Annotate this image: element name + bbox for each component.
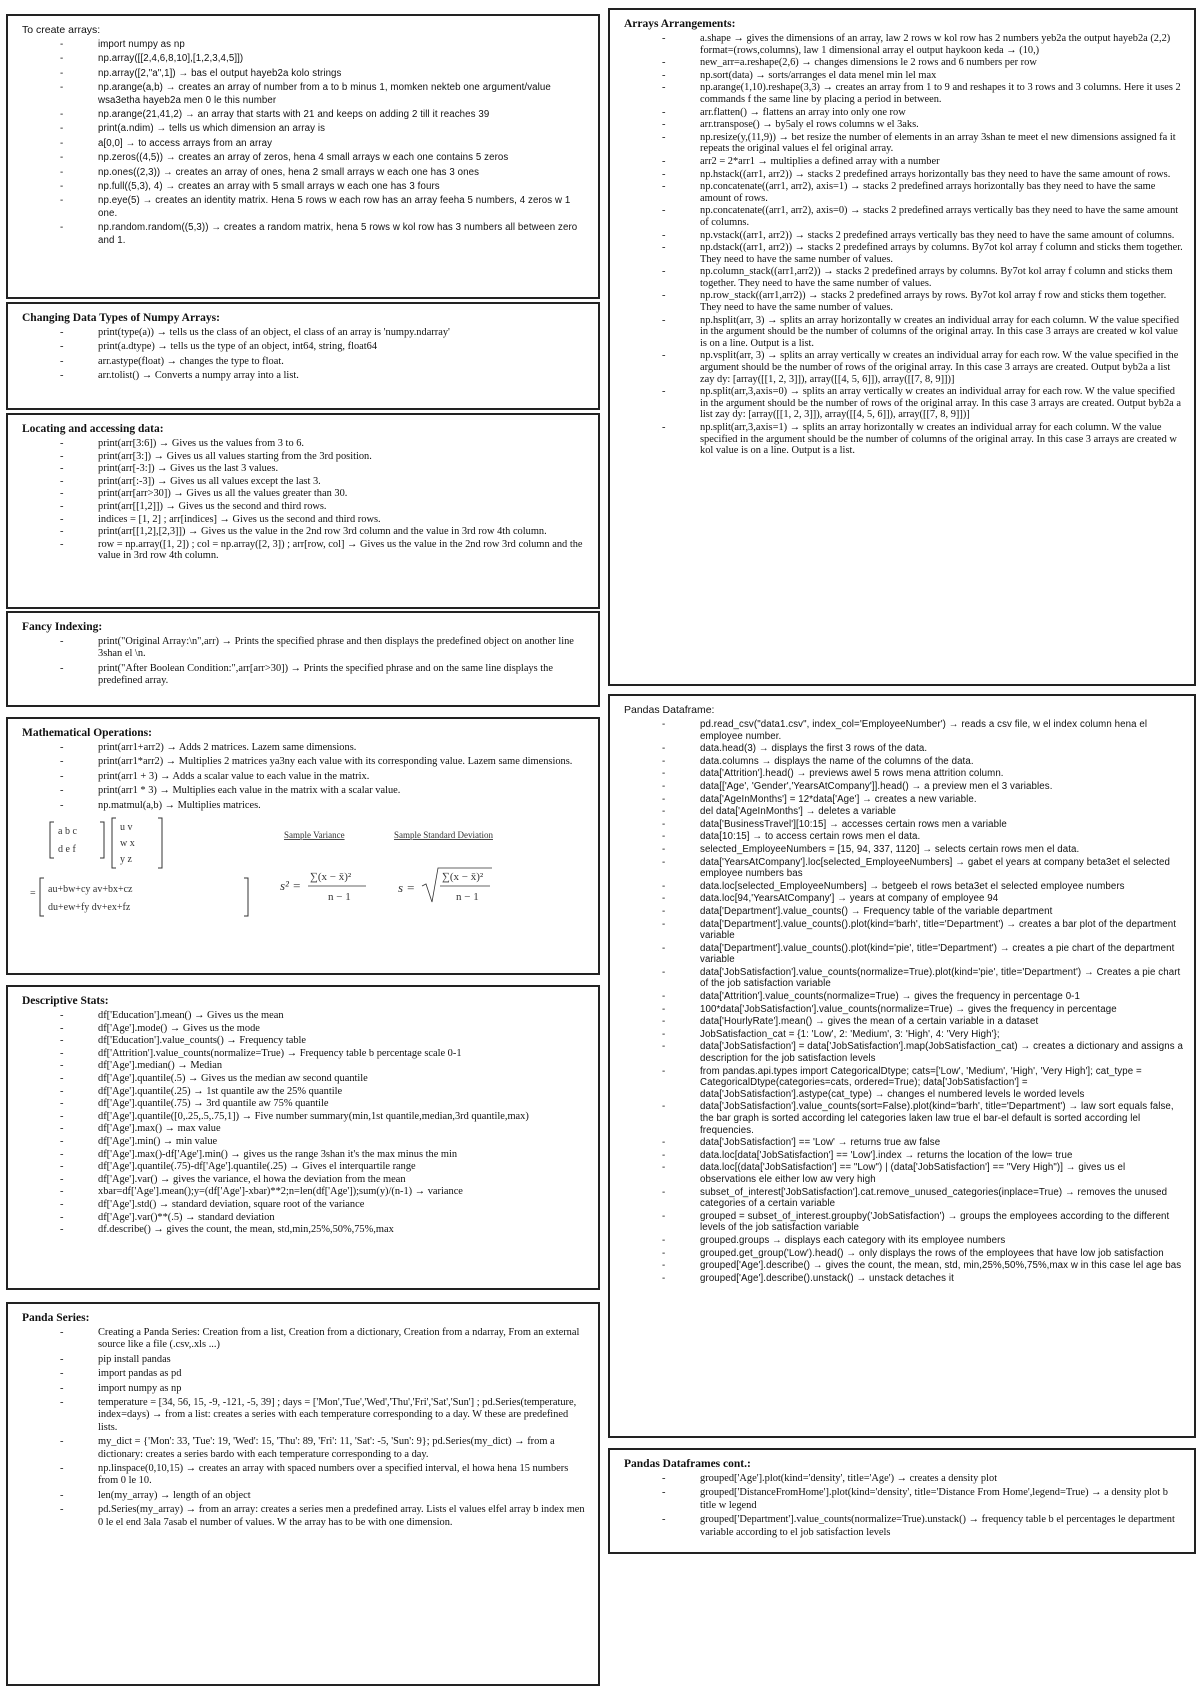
svg-text:au+bw+cy av+bx+cz: au+bw+cy av+bx+cz	[48, 884, 133, 896]
list-item: - selected_EmployeeNumbers = [15, 94, 337, 1120] → selects certain rows men el data.	[624, 844, 1184, 856]
list-item: - df['Age'].quantile(.75) → 3rd quantile aw 75% quantile	[22, 1098, 588, 1110]
list-item: - print(arr[arr>30]) → Gives us all the values greater than 30.	[22, 488, 588, 500]
list-item: - df['Age'].std() → standard deviation, square root of the variance	[22, 1199, 588, 1211]
list-item: - Creating a Panda Series: Creation from a list, Creation from a dictionary, Creation from a ndarray, From an external source like a file (.csv,.xls ...)	[22, 1327, 588, 1352]
list-item: - del data['AgeInMonths'] → deletes a variable	[624, 806, 1184, 818]
list-item: - a.shape → gives the dimensions of an array, law 2 rows w kol row has 2 numbers yeb2a the output hayeb2a (2,2) format=(rows,columns), law 1 dimensional array el output haykoon keda → (10,)	[624, 33, 1184, 56]
list-item: - df.describe() → gives the count, the mean, std,min,25%,50%,75%,max	[22, 1224, 588, 1236]
item-list	[624, 719, 1184, 1284]
list-item: - print(arr1 * 3) → Multiplies each value in the matrix with a scalar value.	[22, 785, 588, 797]
sample-stddev-formula	[394, 830, 493, 903]
list-item: - df['Age'].var() → gives the variance, el howa the deviation from the mean	[22, 1174, 588, 1186]
list-item: - np.array([[2,4,6,8,10],[1,2,3,4,5]])	[22, 53, 588, 65]
changing-types-section	[6, 302, 600, 410]
list-item: - grouped['DistanceFromHome'].plot(kind='density', title='Distance From Home',legend=True) → a density plot b title w legend	[624, 1487, 1184, 1512]
list-item: - data['JobSatisfaction'].value_counts(sort=False).plot(kind='barh', title='Department') → law sort equals false, the bar graph is sorted according lel categories laken law true el bar-el default is sorted according lel frequencies.	[624, 1101, 1184, 1136]
create-arrays-section	[6, 14, 600, 299]
list-item: - df['Education'].mean() → Gives us the mean	[22, 1010, 588, 1022]
svg-text:d e f: d e f	[58, 844, 76, 856]
list-item: - data['Department'].value_counts().plot(kind='barh', title='Department') → creates a bar plot of the department variable	[624, 919, 1184, 942]
list-item: - np.split(arr,3,axis=1) → splits an array horizontally w creates an individual array for each column. W the value specified in the argument should be the number of columns of the original array. In this case 3 arrays are created w kol value is on a line. Output is a list.	[624, 422, 1184, 457]
list-item: - df['Age'].mode() → Gives us the mode	[22, 1023, 588, 1035]
svg-text:y z: y z	[120, 854, 132, 866]
list-item: - np.ones((2,3)) → creates an array of ones, hena 2 small arrays w each one has 3 ones	[22, 167, 588, 179]
list-item: - print("After Boolean Condition:",arr[arr>30]) → Prints the specified phrase and on the same line displays the predefined array.	[22, 663, 588, 688]
pandas-dataframes-cont-section	[608, 1448, 1196, 1554]
list-item: - data.head(3) → displays the first 3 rows of the data.	[624, 743, 1184, 755]
svg-text:s =: s =	[398, 880, 416, 896]
list-item: - import numpy as np	[22, 1383, 588, 1395]
descriptive-stats-section	[6, 985, 600, 1290]
list-item: - df['Age'].median() → Median	[22, 1060, 588, 1072]
list-item: - np.dstack((arr1, arr2)) → stacks 2 predefined arrays by columns. By7ot kol array f column and sticks them together. They need to have the same number of values.	[624, 242, 1184, 265]
list-item: - np.resize(y,(11,9)) → bet resize the number of elements in an array 3shan te meet el new dimensions assigned fa it repeats the original values el fel original array.	[624, 132, 1184, 155]
list-item: - data['JobSatisfaction'].value_counts(normalize=True).plot(kind='pie', title='Department') → Creates a pie chart of the job satisfaction variable	[624, 967, 1184, 990]
svg-text:n − 1: n − 1	[328, 891, 351, 904]
math-operations-section	[6, 717, 600, 975]
list-item: - a[0,0] → to access arrays from an array	[22, 138, 588, 150]
svg-text:∑(x − x̄)²: ∑(x − x̄)²	[442, 871, 484, 884]
item-list	[22, 39, 588, 247]
list-item: - grouped['Age'].describe().unstack() → unstack detaches it	[624, 1273, 1184, 1285]
list-item: - np.full((5,3), 4) → creates an array with 5 small arrays w each one has 3 fours	[22, 181, 588, 193]
item-list	[22, 636, 588, 688]
item-list	[22, 327, 588, 383]
section-title: Locating and accessing data:	[22, 423, 164, 435]
list-item: - data[['Age', 'Gender','YearsAtCompany']].head() → a preview men el 3 variables.	[624, 781, 1184, 793]
list-item: - data['Department'].value_counts() → Frequency table of the variable department	[624, 906, 1184, 918]
list-item: - data['Attrition'].head() → previews awel 5 rows mena attrition column.	[624, 768, 1184, 780]
pandas-dataframe-section	[608, 694, 1196, 1438]
list-item: - subset_of_interest['JobSatisfaction'].cat.remove_unused_categories(inplace=True) → removes the unused categories of a certain variable	[624, 1187, 1184, 1210]
list-item: - xbar=df['Age'].mean();y=(df['Age']-xbar)**2;n=len(df['Age']);sum(y)/(n-1) → variance	[22, 1186, 588, 1198]
list-item: - pd.Series(my_array) → from an array: creates a series men a predefined array. Lists el values elfel array b index men 0 le el end 3ala 7asab el number of values. W the array has to be with one dimension.	[22, 1504, 588, 1529]
list-item: - grouped = subset_of_interest.groupby('JobSatisfaction') → groups the employees according to the different levels of the job satisfaction variable	[624, 1211, 1184, 1234]
list-item: - np.hsplit(arr, 3) → splits an array horizontally w creates an individual array for each column. W the value specified in the argument should be the number of columns of the original array. In this case 3 arrays are created w kol value is on a line. Output is a list.	[624, 315, 1184, 350]
list-item: - pd.read_csv("data1.csv", index_col='EmployeeNumber') → reads a csv file, w el index column hena el employee number.	[624, 719, 1184, 742]
list-item: - data.loc[(data['JobSatisfaction'] == "Low") | (data['JobSatisfaction'] == "Very High")] → gives us el observations ele either low aw very high	[624, 1162, 1184, 1185]
list-item: - grouped['Age'].describe() → gives the count, the mean, std, min,25%,50%,75%,max w in this case lel age bas	[624, 1260, 1184, 1272]
list-item: - print(arr1*arr2) → Multiplies 2 matrices ya3ny each value with its corresponding value. Lazem same dimensions.	[22, 756, 588, 768]
list-item: - grouped.get_group('Low').head() → only displays the rows of the employees that have low job satisfaction	[624, 1248, 1184, 1260]
list-item: - np.arange(21,41,2) → an array that starts with 21 and keeps on adding 2 till it reaches 39	[22, 109, 588, 121]
list-item: - data['AgeInMonths'] = 12*data['Age'] → creates a new variable.	[624, 794, 1184, 806]
list-item: - JobSatisfaction_cat = {1: 'Low', 2: 'Medium', 3: 'High', 4: 'Very High'};	[624, 1029, 1184, 1041]
svg-text:∑(x − x̄)²: ∑(x − x̄)²	[310, 871, 352, 884]
list-item: - 100*data['JobSatisfaction'].value_counts(normalize=True) → gives the frequency in percentage	[624, 1004, 1184, 1016]
list-item: - np.vsplit(arr, 3) → splits an array vertically w creates an individual array for each row. W the value specified in the argument should be the number of rows of the original array. In this case 3 arrays are created. Output byb2a a list zay dy: [array([[1, 2, 3]]), array([[4, 5, 6]]), array([[7, 8, 9]])]	[624, 350, 1184, 385]
formula-figure	[22, 816, 592, 924]
section-title: Arrays Arrangements:	[624, 18, 736, 30]
list-item: - data['Attrition'].value_counts(normalize=True) → gives the frequency in percentage 0-1	[624, 991, 1184, 1003]
section-title: Descriptive Stats:	[22, 995, 109, 1007]
item-list	[22, 1327, 588, 1529]
svg-text:s² =: s² =	[280, 878, 301, 894]
list-item: - arr.transpose() → by5aly el rows columns w el 3aks.	[624, 119, 1184, 131]
list-item: - print(arr[[1,2]]) → Gives us the second and third rows.	[22, 501, 588, 513]
section-title: Pandas Dataframes cont.:	[624, 1458, 751, 1470]
section-title: Pandas Dataframe:	[624, 704, 715, 716]
item-list	[22, 742, 588, 812]
formula-illustrations	[22, 816, 588, 922]
list-item: - print(arr[[1,2],[2,3]]) → Gives us the value in the 2nd row 3rd column and the value in 3rd row 4th column.	[22, 526, 588, 538]
list-item: - arr2 = 2*arr1 → multiplies a defined array with a number	[624, 156, 1184, 168]
item-list	[624, 1473, 1184, 1539]
list-item: - df['Age'].min() → min value	[22, 1136, 588, 1148]
list-item: - np.zeros((4,5)) → creates an array of zeros, hena 4 small arrays w each one contains 5 zeros	[22, 152, 588, 164]
stddev-label: Sample Standard Deviation	[394, 830, 493, 841]
list-item: - print(arr1+arr2) → Adds 2 matrices. Lazem same dimensions.	[22, 742, 588, 754]
list-item: - np.sort(data) → sorts/arranges el data menel min lel max	[624, 70, 1184, 82]
list-item: - data['Department'].value_counts().plot(kind='pie', title='Department') → creates a pie chart of the department variable	[624, 943, 1184, 966]
list-item: - pip install pandas	[22, 1354, 588, 1366]
svg-text:a b c: a b c	[58, 826, 77, 838]
list-item: - indices = [1, 2] ; arr[indices] → Gives us the second and third rows.	[22, 514, 588, 526]
list-item: - print(arr[:-3]) → Gives us all values except the last 3.	[22, 476, 588, 488]
locating-data-section	[6, 413, 600, 609]
section-title: Mathematical Operations:	[22, 727, 152, 739]
list-item: - np.eye(5) → creates an identity matrix. Hena 5 rows w each row has an array feeha 5 numbers, 4 zeros w 1 one.	[22, 195, 588, 220]
list-item: - print(arr[3:6]) → Gives us the values from 3 to 6.	[22, 438, 588, 450]
list-item: - print(arr1 + 3) → Adds a scalar value to each value in the matrix.	[22, 771, 588, 783]
list-item: - np.hstack((arr1, arr2)) → stacks 2 predefined arrays horizontally bas they need to have the same amount of rows.	[624, 169, 1184, 181]
svg-text:w x: w x	[120, 838, 135, 850]
list-item: - data['HourlyRate'].mean() → gives the mean of a certain variable in a dataset	[624, 1016, 1184, 1028]
sample-variance-formula	[280, 830, 366, 903]
list-item: - temperature = [34, 56, 15, -9, -121, -5, 39] ; days = ['Mon','Tue','Wed','Thu','Fri','Sat','Sun'] ; pd.Series(temperature, index=days) → from a list: creates a series with each temperature corresponding to a day. W these are predefined lists.	[22, 1397, 588, 1434]
list-item: - np.matmul(a,b) → Multiplies matrices.	[22, 800, 588, 812]
list-item: - import pandas as pd	[22, 1368, 588, 1380]
list-item: - print(type(a)) → tells us the class of an object, el class of an array is 'numpy.ndarray'	[22, 327, 588, 339]
fancy-indexing-section	[6, 611, 600, 707]
section-title: Panda Series:	[22, 1312, 90, 1324]
list-item: - np.arange(a,b) → creates an array of number from a to b minus 1, momken nekteb one argument/value wsa3etha hayeb2a men 0 le this number	[22, 82, 588, 107]
list-item: - from pandas.api.types import CategoricalDtype; cats=['Low', 'Medium', 'High', 'Very High']; cat_type = CategoricalDtype(categories=cats, ordered=True); data['JobSatisfaction'] = data['JobSatisfaction'].astype(cat_type) → changes el numbered levels le worded levels	[624, 1066, 1184, 1101]
list-item: - print(a.dtype) → tells us the type of an object, int64, string, float64	[22, 341, 588, 353]
list-item: - arr.tolist() → Converts a numpy array into a list.	[22, 370, 588, 382]
section-title: Changing Data Types of Numpy Arrays:	[22, 312, 220, 324]
list-item: - print("Original Array:\n",arr) → Prints the specified phrase and then displays the predefined object on another line 3shan el \n.	[22, 636, 588, 661]
list-item: - data['YearsAtCompany'].loc[selected_EmployeeNumbers] → gabet el years at company beta3et el selected employee numbers bas	[624, 857, 1184, 880]
list-item: - arr.astype(float) → changes the type to float.	[22, 356, 588, 368]
variance-label: Sample Variance	[284, 830, 345, 841]
list-item: - data['JobSatisfaction'] == 'Low' → returns true aw false	[624, 1137, 1184, 1149]
list-item: - np.arange(1,10).reshape(3,3) → creates an array from 1 to 9 and reshapes it to 3 rows and 3 columns. Here it uses 2 commands f the same line by placing a period in between.	[624, 82, 1184, 105]
list-item: - data[10:15] → to access certain rows men el data.	[624, 831, 1184, 843]
list-item: - np.concatenate((arr1, arr2), axis=0) → stacks 2 predefined arrays vertically bas they need to have the same amount of columns.	[624, 205, 1184, 228]
list-item: - np.column_stack((arr1,arr2)) → stacks 2 predefined arrays by columns. By7ot kol array f column and sticks them together. They need to have the same number of values.	[624, 266, 1184, 289]
list-item: - df['Age'].quantile([0,.25,.5,.75,1]) → Five number summary(min,1st quantile,median,3rd quantile,max)	[22, 1111, 588, 1123]
arrays-arrangements-section	[608, 8, 1196, 686]
matrix-product-illustration	[30, 818, 248, 916]
list-item: - my_dict = {'Mon': 33, 'Tue': 19, 'Wed': 15, 'Thu': 89, 'Fri': 11, 'Sat': -5, 'Sun': 9}; pd.Series(my_dict) → from a dictionary: creates a series bardo with each temperature corresponding to a day.	[22, 1436, 588, 1461]
list-item: - row = np.array([1, 2]) ; col = np.array([2, 3]) ; arr[row, col] → Gives us the value in the 2nd row 3rd column and the value in 3rd row 4th column.	[22, 539, 588, 562]
list-item: - data.loc[data['JobSatisfaction'] == 'Low'].index → returns the location of the low= true	[624, 1150, 1184, 1162]
list-item: - df['Attrition'].value_counts(normalize=True) → Frequency table b percentage scale 0-1	[22, 1048, 588, 1060]
list-item: - import numpy as np	[22, 39, 588, 51]
list-item: - df['Education'].value_counts() → Frequency table	[22, 1035, 588, 1047]
list-item: - grouped['Age'].plot(kind='density', title='Age') → creates a density plot	[624, 1473, 1184, 1485]
list-item: - np.vstack((arr1, arr2)) → stacks 2 predefined arrays vertically bas they need to have the same amount of columns.	[624, 230, 1184, 242]
list-item: - np.linspace(0,10,15) → creates an array with spaced numbers over a specified interval, el howa hena 15 numbers from 0 le 10.	[22, 1463, 588, 1488]
list-item: - np.concatenate((arr1, arr2), axis=1) → stacks 2 predefined arrays horizontally bas they need to have the same amount of rows.	[624, 181, 1184, 204]
list-item: - df['Age'].max()-df['Age'].min() → gives us the range 3shan it's the max minus the min	[22, 1149, 588, 1161]
list-item: - arr.flatten() → flattens an array into only one row	[624, 107, 1184, 119]
item-list	[22, 438, 588, 562]
list-item: - len(my_array) → length of an object	[22, 1490, 588, 1502]
list-item: - data.loc[selected_EmployeeNumbers] → betgeeb el rows beta3et el selected employee numbers	[624, 881, 1184, 893]
item-list	[624, 33, 1184, 457]
list-item: - np.row_stack((arr1,arr2)) → stacks 2 predefined arrays by rows. By7ot kol array f row and sticks them together. They need to have the same number of values.	[624, 290, 1184, 313]
list-item: - data['BusinessTravel'][10:15] → accesses certain rows men a variable	[624, 819, 1184, 831]
list-item: - data.columns → displays the name of the columns of the data.	[624, 756, 1184, 768]
list-item: - print(arr[-3:]) → Gives us the last 3 values.	[22, 463, 588, 475]
list-item: - df['Age'].quantile(.75)-df['Age'].quantile(.25) → Gives el interquartile range	[22, 1161, 588, 1173]
section-title: To create arrays:	[22, 24, 101, 36]
list-item: - np.random.random((5,3)) → creates a random matrix, hena 5 rows w kol row has 3 numbers all between zero and 1.	[22, 222, 588, 247]
svg-text:u v: u v	[120, 822, 133, 834]
list-item: - grouped['Department'].value_counts(normalize=True).unstack() → frequency table b el percentages le department variable according to el job satisfaction levels	[624, 1514, 1184, 1539]
section-title: Fancy Indexing:	[22, 621, 103, 633]
list-item: - df['Age'].var()**(.5) → standard deviation	[22, 1212, 588, 1224]
list-item: - grouped.groups → displays each category with its employee numbers	[624, 1235, 1184, 1247]
list-item: - df['Age'].quantile(.5) → Gives us the median aw second quantile	[22, 1073, 588, 1085]
list-item: - df['Age'].quantile(.25) → 1st quantile aw the 25% quantile	[22, 1086, 588, 1098]
panda-series-section	[6, 1302, 600, 1686]
svg-text:=: =	[30, 888, 36, 900]
list-item: - new_arr=a.reshape(2,6) → changes dimensions le 2 rows and 6 numbers per row	[624, 57, 1184, 69]
svg-text:du+ew+fy dv+ex+fz: du+ew+fy dv+ex+fz	[48, 902, 131, 914]
item-list	[22, 1010, 588, 1236]
list-item: - data.loc[94,'YearsAtCompany'] → years at company of employee 94	[624, 893, 1184, 905]
list-item: - print(a.ndim) → tells us which dimension an array is	[22, 123, 588, 135]
list-item: - df['Age'].max() → max value	[22, 1123, 588, 1135]
svg-text:n − 1: n − 1	[456, 891, 479, 904]
list-item: - np.split(arr,3,axis=0) → splits an array vertically w creates an individual array for each row. W the value specified in the argument should be the number of rows of the original array. In this case 3 arrays are created. Output byb2a a list zay dy: [array([[1, 2, 3]]), array([[4, 5, 6]]), array([[7, 8, 9]])]	[624, 386, 1184, 421]
list-item: - print(arr[3:]) → Gives us all values starting from the 3rd position.	[22, 451, 588, 463]
list-item: - np.array([2,"a",1]) → bas el output hayeb2a kolo strings	[22, 68, 588, 80]
list-item: - data['JobSatisfaction'] = data['JobSatisfaction'].map(JobSatisfaction_cat) → creates a dictionary and assigns a description for the job satisfaction levels	[624, 1041, 1184, 1064]
